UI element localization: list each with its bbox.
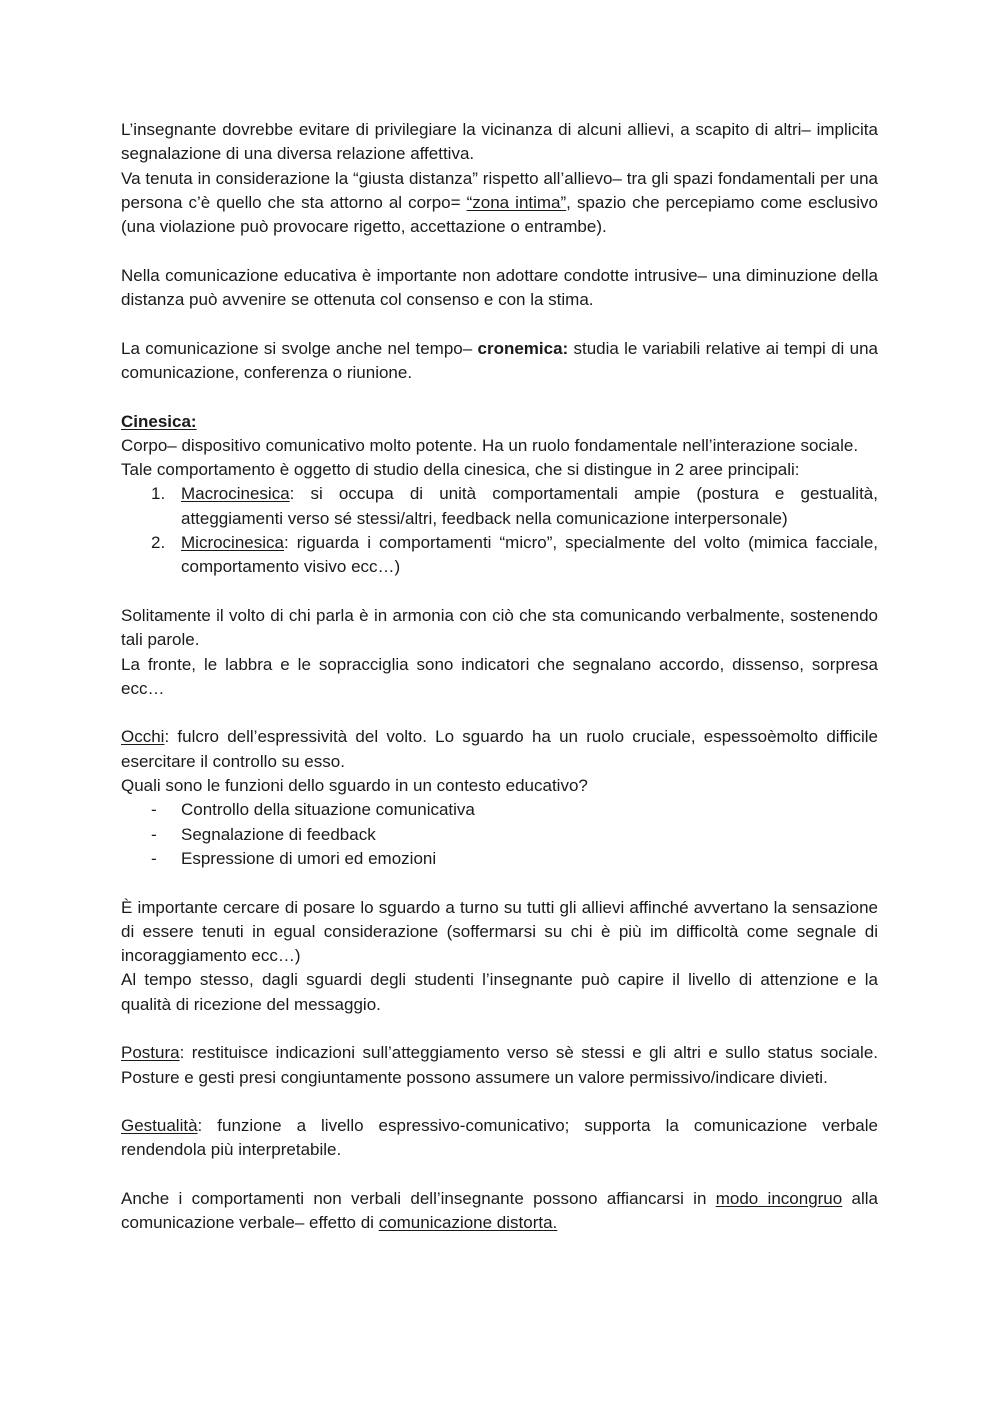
term-modo-incongruo: modo incongruo [715, 1189, 843, 1209]
list-item-text: Controllo della situazione comunicativa [181, 800, 475, 820]
paragraph-text: Al tempo stesso, dagli sguardi degli studenti l’insegnante può capire il livello di attenzione e la qualità di ricezione del messaggio. [121, 970, 878, 1014]
heading-text: Cinesica: [121, 411, 197, 431]
list-item [121, 798, 878, 822]
dashed-list-gaze-functions [121, 798, 878, 871]
term-microcinesica: Microcinesica [181, 533, 284, 553]
list-marker: - [151, 800, 157, 820]
list-marker: 1. [151, 484, 166, 504]
list-item-text: : si occupa di unità comportamentali ampie (postura e gestualità, atteggiamenti verso sé stessi/altri, feedback nella comunicazione interpersonale) [181, 484, 878, 528]
paragraph-cronemica [121, 337, 878, 386]
list-marker: - [151, 824, 157, 844]
paragraph-areas-intro [121, 458, 878, 482]
paragraph-text: , spazio che percepiamo come esclusivo (una violazione può provocare rigetto, accettazione o entrambe). [121, 192, 878, 237]
list-item-microcinesica [121, 531, 878, 580]
paragraph-text: Solitamente il volto di chi parla è in armonia con ciò che sta comunicando verbalmente, sostenendo tali parole. [121, 605, 878, 650]
list-item-macrocinesica [121, 482, 878, 531]
paragraph-gaze-rotation [121, 896, 878, 969]
term-postura: Postura [121, 1043, 180, 1063]
list-item-text: Segnalazione di feedback [181, 824, 376, 844]
paragraph-text: Tale comportamento è oggetto di studio della cinesica, che si distingue in 2 aree principali: [121, 460, 800, 480]
paragraph-text: Quali sono le funzioni dello sguardo in un contesto educativo? [121, 776, 588, 796]
term-gestualita: Gestualità [121, 1116, 198, 1136]
paragraph-text: alla comunicazione verbale– effetto di [121, 1189, 878, 1233]
paragraph-body [121, 434, 878, 458]
term-macrocinesica: Macrocinesica [181, 484, 290, 504]
term-occhi: Occhi [121, 727, 165, 747]
document-page [121, 118, 878, 1236]
term-cronemica: cronemica: [477, 338, 569, 358]
paragraph-text: L’insegnante dovrebbe evitare di privilegiare la vicinanza di alcuni allievi, a scapito di altri– implicita segnalazione di una diversa relazione affettiva. [121, 120, 878, 164]
paragraph-favoritism [121, 118, 878, 167]
paragraph-gestualita [121, 1114, 878, 1163]
paragraph-text: La fronte, le labbra e le sopracciglia sono indicatori che segnalano accordo, dissenso, sorpresa ecc… [121, 654, 878, 698]
paragraph-text: studia le variabili relative ai tempi di una comunicazione, conferenza o riunione. [121, 338, 878, 382]
paragraph-intrusive-conduct [121, 264, 878, 313]
paragraph-text: Nella comunicazione educativa è importante non adottare condotte intrusive– una diminuzione della distanza può avvenire se ottenuta col consenso e con la stima. [121, 265, 878, 310]
paragraph-postura [121, 1041, 878, 1090]
paragraph-text: Anche i comportamenti non verbali dell’insegnante possono affiancarsi in [121, 1189, 716, 1209]
list-item [121, 823, 878, 847]
paragraph-student-gaze [121, 968, 878, 1017]
paragraph-occhi [121, 725, 878, 774]
section-heading-cinesica [121, 410, 878, 434]
list-item [121, 847, 878, 871]
term-zona-intima: “zona intima” [466, 192, 567, 212]
paragraph-gaze-question [121, 774, 878, 798]
paragraph-text: La comunicazione si svolge anche nel tempo– [121, 338, 478, 358]
numbered-list-cinesica-areas [121, 482, 878, 579]
paragraph-distorted-communication [121, 1187, 878, 1236]
paragraph-text: È importante cercare di posare lo sguardo a turno su tutti gli allievi affinché avvertano la sensazione di essere tenuti in egual considerazione (soffermarsi su chi è più im difficoltà come segnale di incoraggiamento ecc…) [121, 897, 878, 966]
term-comunicazione-distorta: comunicazione distorta. [378, 1213, 558, 1233]
list-item-text: : riguarda i comportamenti “micro”, specialmente del volto (mimica facciale, comportamento visivo ecc…) [181, 533, 878, 577]
list-marker: 2. [151, 533, 166, 553]
paragraph-text: Corpo– dispositivo comunicativo molto potente. Ha un ruolo fondamentale nell’interazione sociale. [121, 435, 859, 455]
paragraph-face-indicators [121, 653, 878, 702]
paragraph-text: : funzione a livello espressivo-comunicativo; supporta la comunicazione verbale rendendola più interpretabile. [121, 1116, 878, 1160]
paragraph-text: : fulcro dell’espressività del volto. Lo sguardo ha un ruolo cruciale, espessoèmolto difficile esercitare il controllo su esso. [121, 727, 878, 771]
list-item-text: Espressione di umori ed emozioni [181, 848, 437, 868]
paragraph-text: : restituisce indicazioni sull’atteggiamento verso sè stessi e gli altri e sullo status sociale. Posture e gesti presi congiuntamente possono assumere un valore permissivo/indicare divieti. [121, 1043, 878, 1087]
list-marker: - [151, 848, 157, 868]
paragraph-face-harmony [121, 604, 878, 653]
paragraph-right-distance [121, 167, 878, 240]
paragraph-text: Va tenuta in considerazione la “giusta distanza” rispetto all’allievo– tra gli spazi fondamentali per una persona c’è quello che sta attorno al corpo= [121, 168, 878, 212]
